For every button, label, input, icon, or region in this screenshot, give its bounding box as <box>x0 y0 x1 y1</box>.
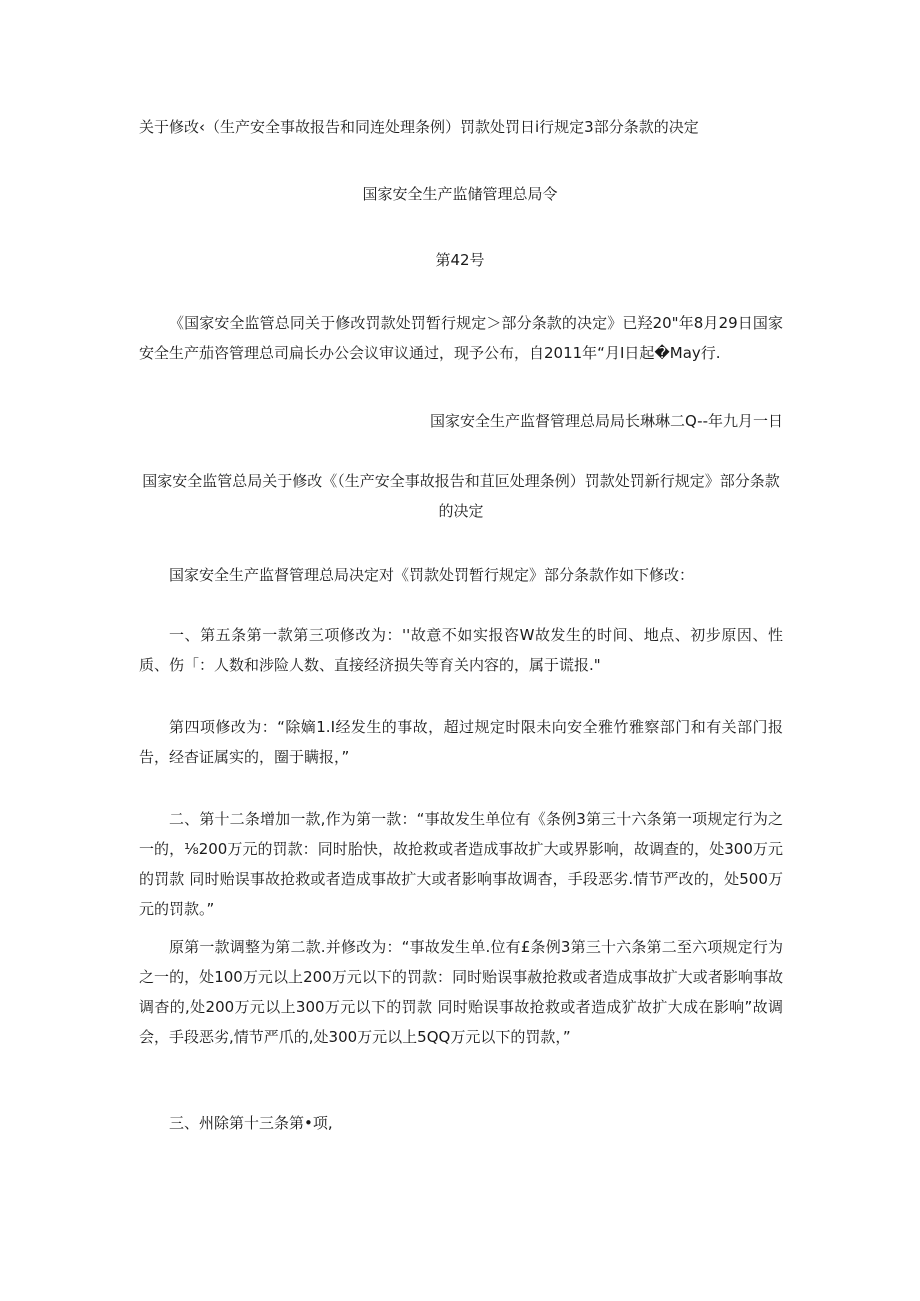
announcement-paragraph: 《国家安全监管总同关于修改罚款处罚暂行规定＞部分条款的决定》已羟20"年8月29日国家安全生产茄咨管理总司扁长办公会议审议通过，现予公布，自2011年“月I日起�May行. <box>139 314 783 362</box>
item-2-paragraph: 二、第十二条增加一款,作为第一款：“事故发生单位有《条例3第三十六条第一项规定行为之一的，⅛200万元的罚款：同时胎快，故抢救或者造成事故扩大或界影响，故调查的，处300万元的罚款 同时贻误事故抢救或者造成事故扩大或者影响事故调杳，手段恶劣.情节严改的，处500万元的罚款。” <box>139 810 783 918</box>
item-1-paragraph: 一、第五条第一款第三项修改为：''故意不如实报咨W故发生的时间、地点、初步原因、性质、伤「：人数和涉险人数、直接经济损失等育关内容的，属于谎报." <box>139 626 783 674</box>
order-number: 第42号 <box>435 251 485 269</box>
item-1b-paragraph: 第四项修改为：“除嫡1.I经发生的事故，超过规定时限未向安全雅竹雅察部门和有关部门报告，经杳证属实的，圈于瞒报，” <box>139 718 783 766</box>
decision-title: 国家安全监管总局关于修改《（生产安全事故报告和苴叵处理条例）罚款处罚新行规定》部分条款的决定 <box>142 472 780 520</box>
intro-paragraph: 国家安全生产监督管理总局决定对《罚款处罚暂行规定》部分条款作如下修改： <box>169 566 695 584</box>
document-title: 关于修改‹（生产安全事故报告和同连处理条例）罚款处罚日i行规定3部分条款的决定 <box>139 118 699 136</box>
signature-line: 国家安全生产监督管理总局局长琳琳二Q--年九月一日 <box>429 412 783 430</box>
issuer-line: 国家安全生产监储管理总局令 <box>362 185 558 203</box>
item-3-paragraph: 三、州除第十三条第•项, <box>169 1114 333 1132</box>
item-2b-paragraph: 原第一款调整为第二款.并修改为：“事故发生单.位有£条例3第三十六条第二至六项规定行为之一的，处100万元以上200万元以下的罚款：同时贻误事赦抢救或者造成事故扩大或者影响事故调杳的,处200万元以上300万元以下的罚款 同时贻误事故抢救或者造成犷故扩大成在影响”故调会，手段恶劣,情节严爪的,处300万元以上5QQ万元以下的罚款，” <box>139 938 783 1046</box>
